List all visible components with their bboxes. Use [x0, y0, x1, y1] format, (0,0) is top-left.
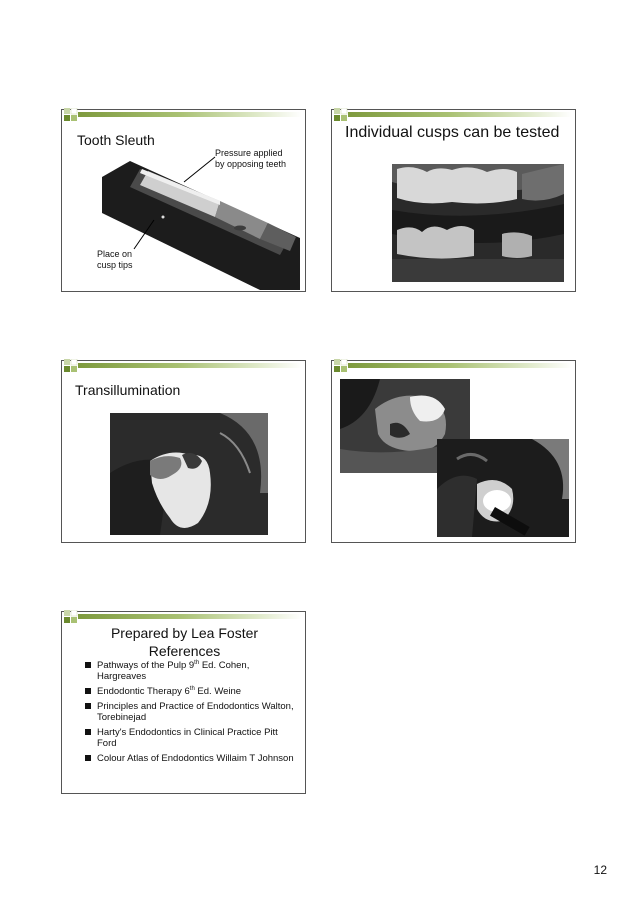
label-place-on-cusp: Place on cusp tips — [97, 249, 133, 270]
slide-individual-cusps — [331, 109, 576, 292]
slide-references — [61, 611, 306, 794]
label-pressure: Pressure applied by opposing teeth — [215, 148, 287, 169]
slide-tooth-sleuth — [61, 109, 306, 292]
reference-item: Principles and Practice of Endodontics Walton, Torebinejad — [84, 701, 299, 723]
corner-squares-icon — [334, 108, 348, 122]
slide-transillumination — [61, 360, 306, 543]
slide-header-decoration — [64, 610, 304, 624]
reference-item: Colour Atlas of Endodontics Willaim T Johnson — [84, 753, 299, 764]
slide-header-decoration — [64, 359, 304, 373]
reference-list — [84, 660, 299, 768]
header-gradient-bar — [348, 363, 572, 368]
slide-transillumination-photos — [331, 360, 576, 543]
slide-title: Tooth Sleuth — [77, 132, 155, 148]
header-gradient-bar — [78, 614, 302, 619]
header-gradient-bar — [78, 363, 302, 368]
header-gradient-bar — [348, 112, 572, 117]
reference-item: Pathways of the Pulp 9th Ed. Cohen, Hargreaves — [84, 660, 299, 682]
corner-squares-icon — [64, 610, 78, 624]
slide-header-decoration — [334, 359, 574, 373]
slide-title: Transillumination — [75, 382, 181, 398]
corner-squares-icon — [334, 359, 348, 373]
reference-item: Harty's Endodontics in Clinical Practice Pitt Ford — [84, 727, 299, 749]
page-number: 12 — [593, 863, 607, 877]
transillumination-photo — [110, 413, 268, 535]
slide-title: Prepared by Lea Foster References — [110, 625, 259, 659]
slide-header-decoration — [334, 108, 574, 122]
cusps-photo — [392, 164, 564, 282]
transillumination-photo-2 — [437, 439, 569, 537]
reference-item: Endodontic Therapy 6th Ed. Weine — [84, 686, 299, 697]
slide-title: Individual cusps can be tested — [345, 124, 560, 141]
callout-lines — [62, 110, 307, 293]
corner-squares-icon — [64, 359, 78, 373]
